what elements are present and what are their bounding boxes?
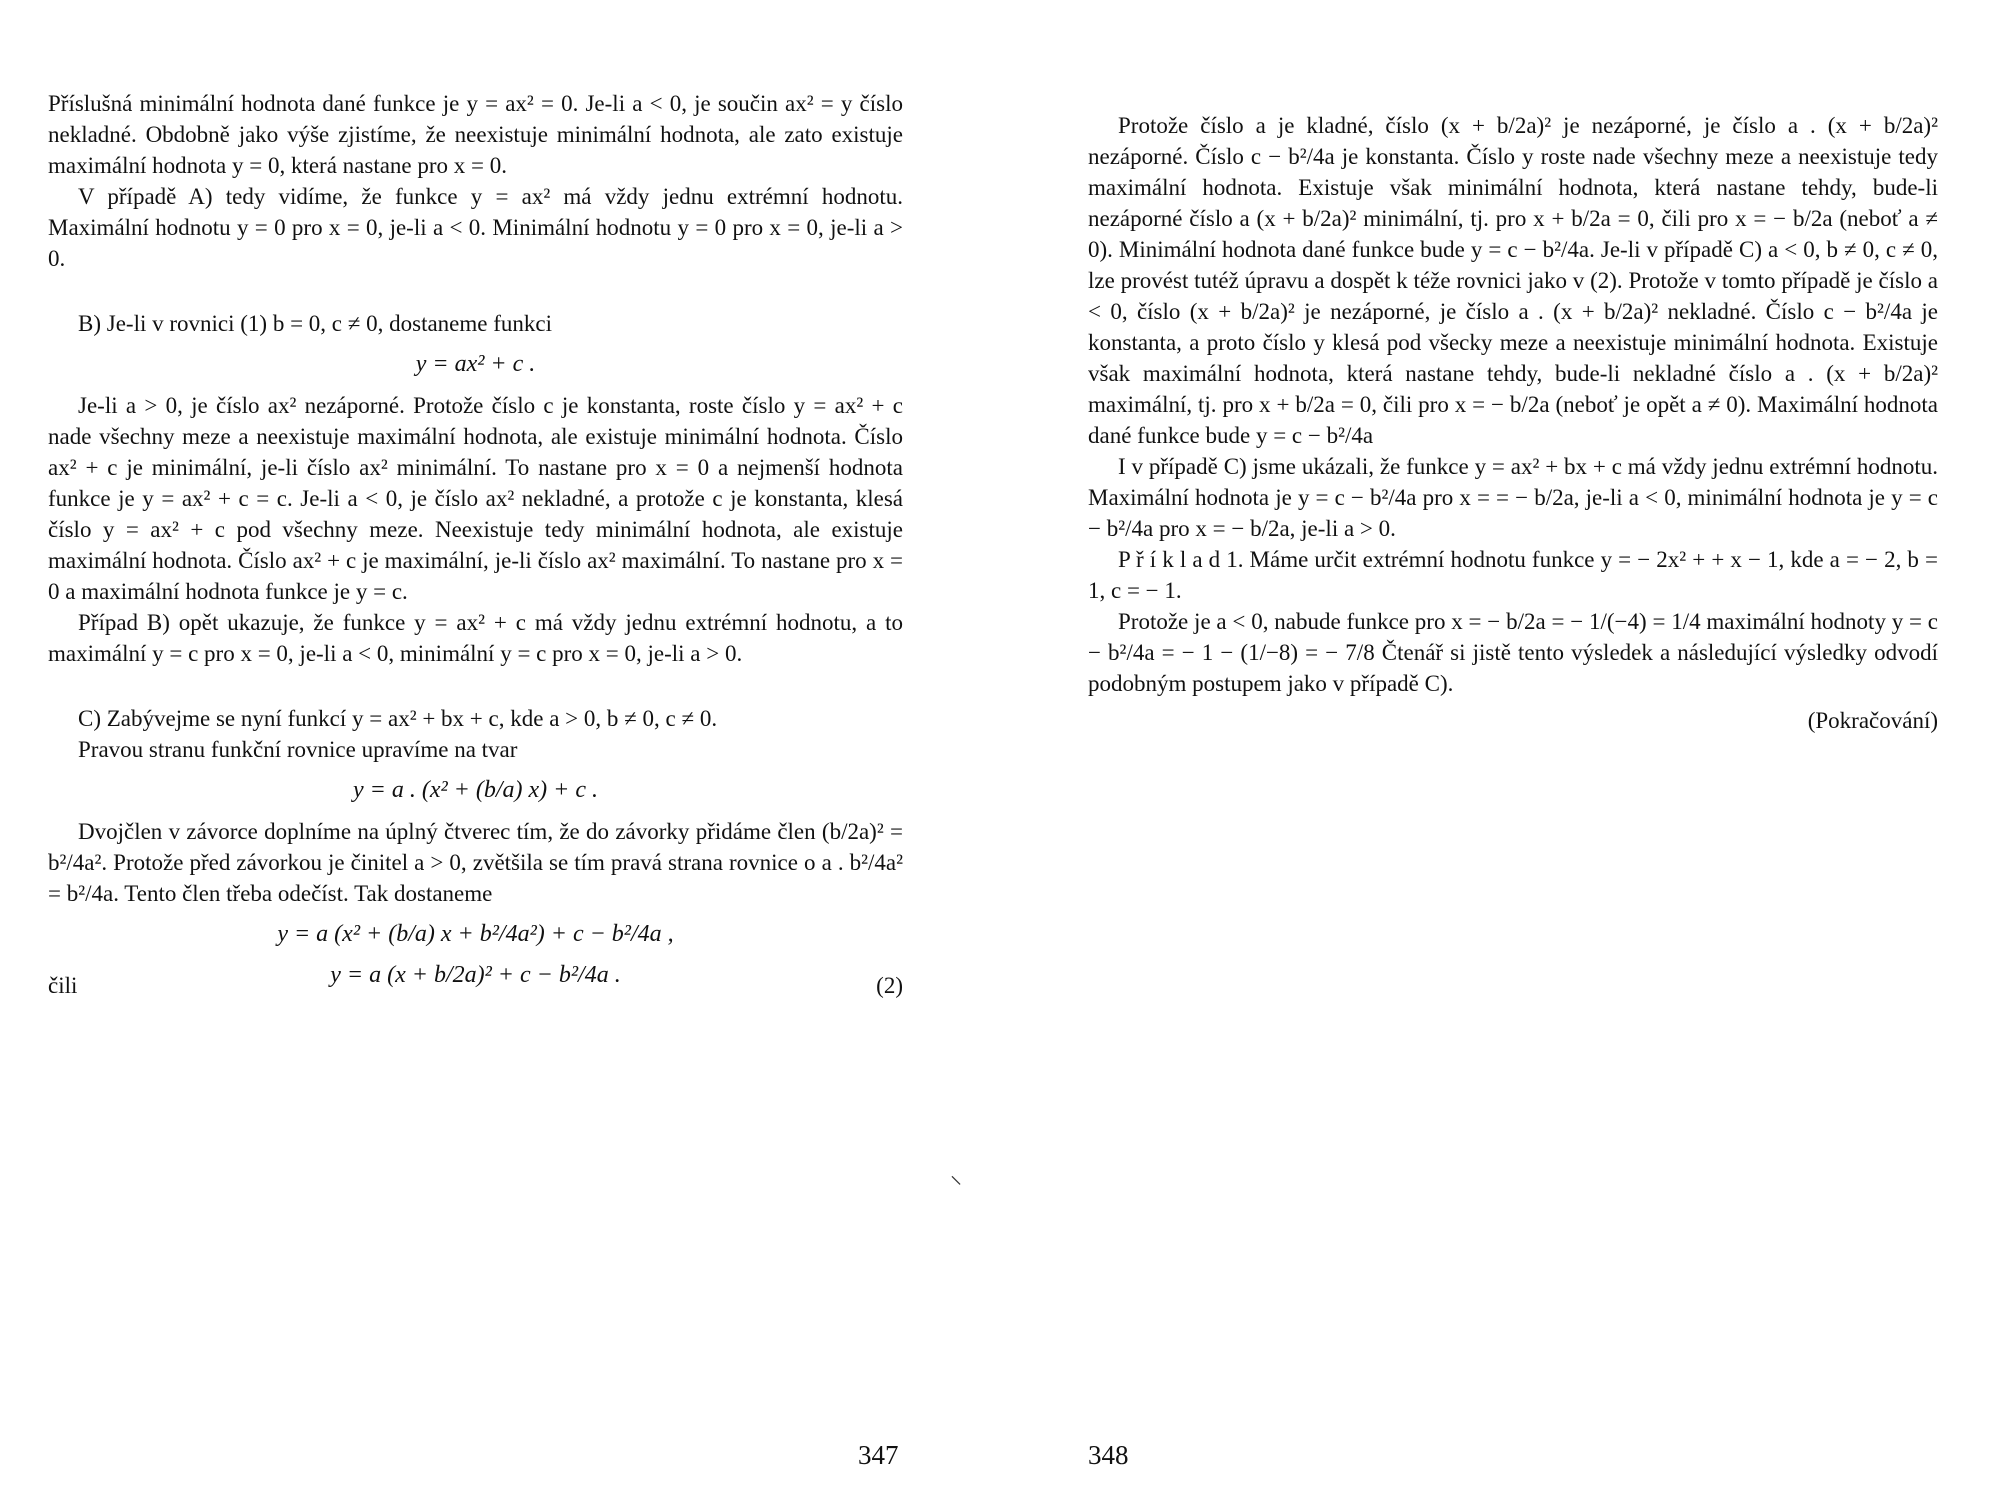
equation-prefix: čili [48, 973, 78, 998]
paragraph: I v případě C) jsme ukázali, že funkce y = ax² + bx + c má vždy jednu extrémní hodnotu. Maximální hodnota je y = c − b²/4a pro x = = − b/2a, je-li a < 0, minimální hodnota je y = c − b²/4a pro x = − b/2a, je-li a > 0. [1088, 454, 1938, 541]
equation-number: (2) [876, 973, 903, 998]
continuation-note: (Pokračování) [1807, 708, 1938, 733]
right-page [1088, 0, 1988, 1501]
left-column [48, 88, 903, 1001]
paragraph: Případ B) opět ukazuje, že funkce y = ax² + c má vždy jednu extrémní hodnotu, a to maximální y = c pro x = 0, je-li a < 0, minimální y = c pro x = 0, je-li a > 0. [48, 610, 903, 666]
page-number: 347 [858, 1440, 899, 1470]
equation: y = a (x + b/2a)² + c − b²/4a . [330, 962, 621, 988]
paragraph: V případě A) tedy vidíme, že funkce y = ax² má vždy jednu extrémní hodnotu. Maximální hodnotu y = 0 pro x = 0, je-li a < 0. Minimální hodnotu y = 0 pro x = 0, je-li a > 0. [48, 184, 903, 271]
margin-mark: ⸌ [950, 1173, 962, 1199]
paragraph: P ř í k l a d 1. Máme určit extrémní hodnotu funkce y = − 2x² + + x − 1, kde a = − 2, b = 1, c = − 1. [1088, 547, 1938, 603]
left-page [48, 0, 948, 1501]
paragraph: Je-li a > 0, je číslo ax² nezáporné. Protože číslo c je konstanta, roste číslo y = ax² + c nade všechny meze a neexistuje maximální hodnota, ale existuje minimální hodnota. Číslo ax² + c je minimální, je-li číslo ax² minimální. To nastane pro x = 0 a nejmenší hodnota funkce je y = ax² + c = c. Je-li a < 0, je číslo ax² nekladné, a protože c je konstanta, klesá číslo y = ax² + c pod všechny meze. Neexistuje tedy minimální hodnota, ale existuje maximální hodnota. Číslo ax² + c je maximální, je-li číslo ax² maximální. To nastane pro x = 0 a maximální hodnota funkce je y = c. [48, 393, 903, 604]
paragraph: Dvojčlen v závorce doplníme na úplný čtverec tím, že do závorky přidáme člen (b/2a)² = b²/4a². Protože před závorkou je činitel a > 0, zvětšila se tím pravá strana rovnice o a . b²/4a² = b²/4a. Tento člen třeba odečíst. Tak dostaneme [48, 819, 903, 906]
equation-row [48, 960, 903, 998]
right-column [1088, 110, 1938, 736]
equation: y = a (x² + (b/a) x + b²/4a²) + c − b²/4a , [277, 921, 674, 947]
page-number: 348 [1088, 1440, 1129, 1470]
paragraph: Příslušná minimální hodnota dané funkce je y = ax² = 0. Je-li a < 0, je součin ax² = y číslo nekladné. Obdobně jako výše zjistíme, že neexistuje minimální hodnota, ale zato existuje maximální hodnota y = 0, která nastane pro x = 0. [48, 91, 903, 178]
paragraph: Pravou stranu funkční rovnice upravíme na tvar [78, 737, 518, 762]
paragraph: C) Zabývejme se nyní funkcí y = ax² + bx + c, kde a > 0, b ≠ 0, c ≠ 0. [78, 706, 718, 731]
paragraph: Protože je a < 0, nabude funkce pro x = − b/2a = − 1/(−4) = 1/4 maximální hodnoty y = c − b²/4a = − 1 − (1/−8) = − 7/8 Čtenář si jistě tento výsledek a následující výsledky odvodí podobným postupem jako v případě C). [1088, 609, 1938, 696]
equation: y = ax² + c . [415, 351, 536, 377]
equation: y = a . (x² + (b/a) x) + c . [352, 777, 599, 803]
paragraph: Protože číslo a je kladné, číslo (x + b/2a)² je nezáporné, je číslo a . (x + b/2a)² nezáporné. Číslo c − b²/4a je konstanta. Číslo y roste nade všechny meze a neexistuje tedy maximální hodnota. Existuje však minimální hodnota, která nastane tehdy, bude-li nezáporné číslo a (x + b/2a)² minimální, tj. pro x + b/2a = 0, čili pro x = − b/2a (neboť a ≠ 0). Minimální hodnota dané funkce bude y = c − b²/4a. Je-li v případě C) a < 0, b ≠ 0, c ≠ 0, lze provést tutéž úpravu a dospět k téže rovnici jako v (2). Protože v tomto případě je číslo a < 0, číslo (x + b/2a)² je nezáporné, je číslo a . (x + b/2a)² nekladné. Číslo c − b²/4a je konstanta, a proto číslo y klesá pod všecky meze a neexistuje minimální hodnota. Existuje však maximální hodnota, která nastane tehdy, bude-li nekladné číslo a . (x + b/2a)² maximální, tj. pro x + b/2a = 0, čili pro x = − b/2a (neboť je opět a ≠ 0). Maximální hodnota dané funkce bude y = c − b²/4a [1088, 113, 1938, 448]
paragraph: B) Je-li v rovnici (1) b = 0, c ≠ 0, dostaneme funkci [78, 311, 552, 336]
